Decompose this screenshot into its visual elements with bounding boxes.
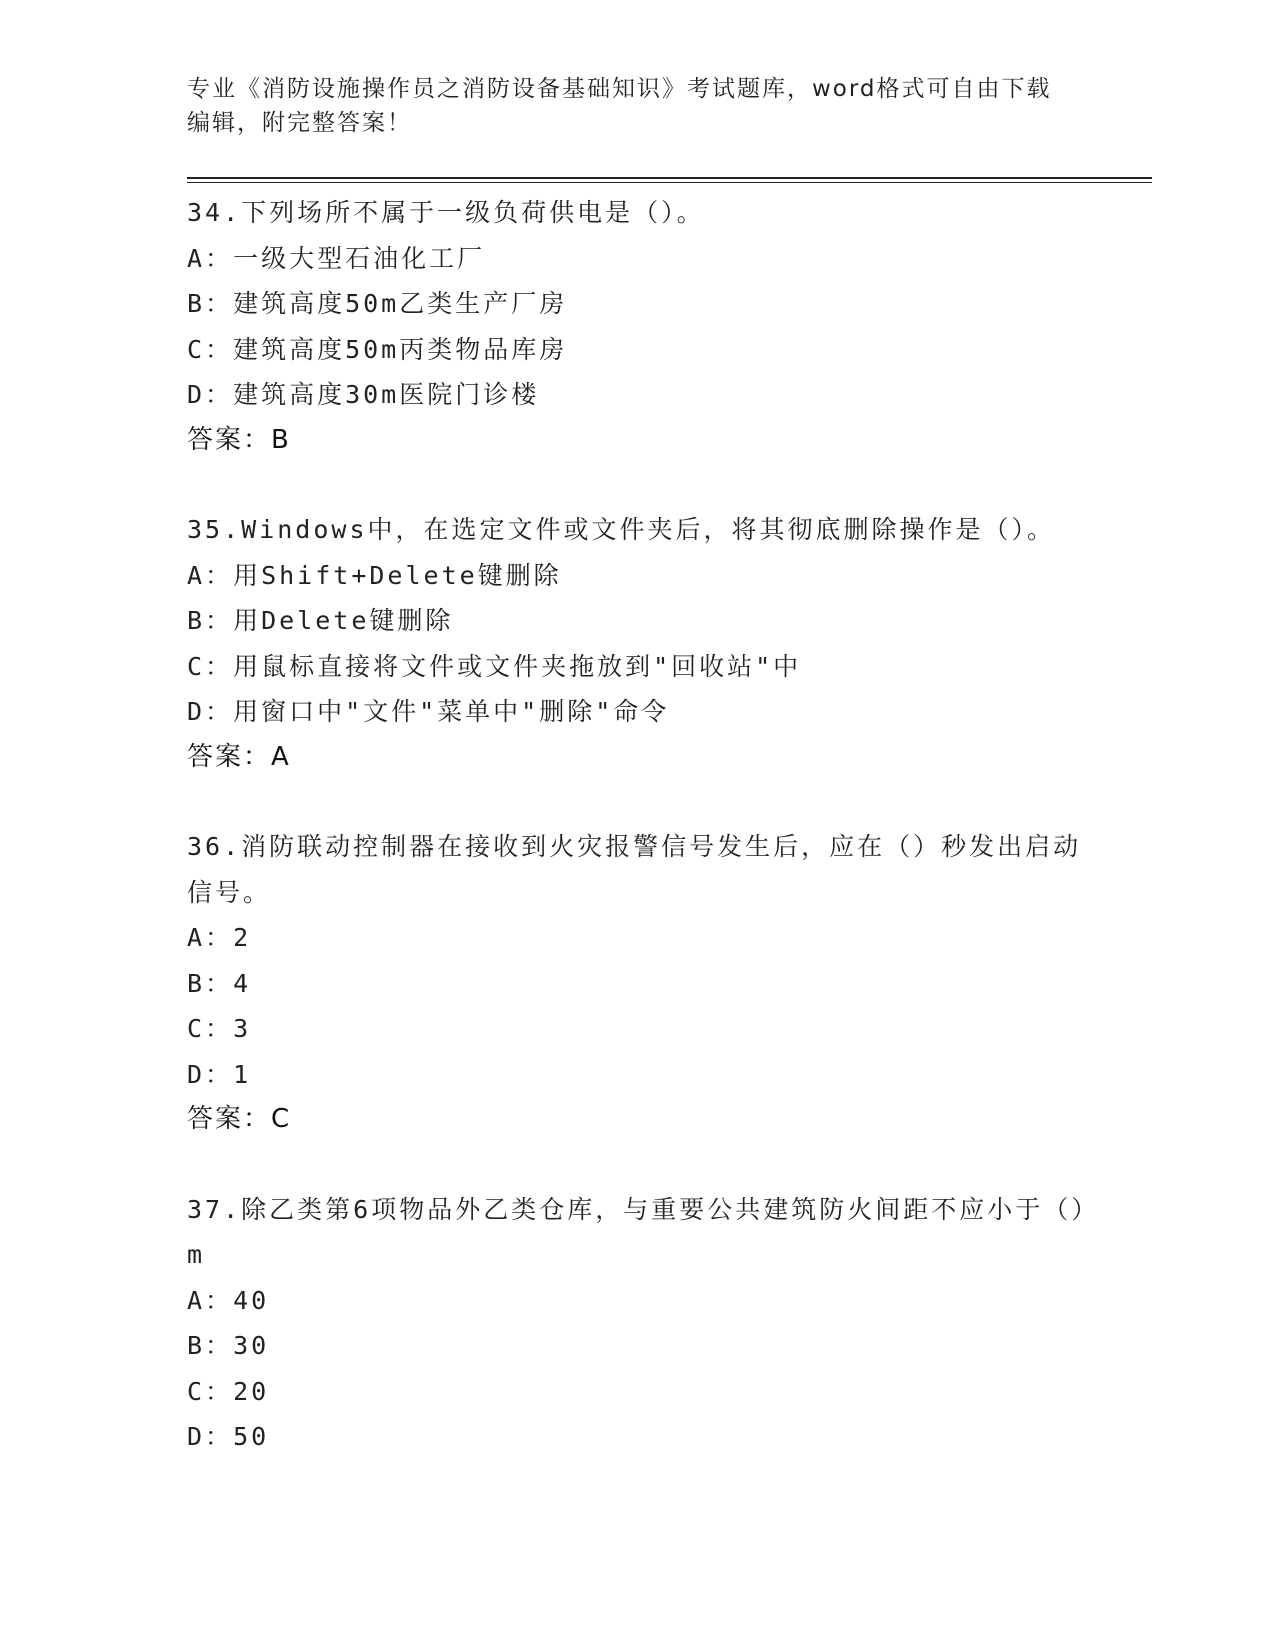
option-d xyxy=(187,1414,1087,1460)
option-key: A： xyxy=(187,243,234,273)
option-key: B： xyxy=(187,1331,234,1360)
option-key: B： xyxy=(187,606,234,635)
question-34 xyxy=(187,190,1087,463)
option-key: A： xyxy=(187,923,234,952)
question-text: 35.Windows中，在选定文件或文件夹后，将其彻底删除操作是（）。 xyxy=(187,515,1056,544)
option-text: 40 xyxy=(233,1285,270,1315)
question-37 xyxy=(187,1187,1087,1460)
option-text: 2 xyxy=(233,923,252,952)
question-text: 34.下列场所不属于一级负荷供电是（）。 xyxy=(187,198,705,227)
option-key: C： xyxy=(187,651,234,681)
option-key: A： xyxy=(187,560,234,590)
option-key: D： xyxy=(187,697,234,726)
option-text: 20 xyxy=(233,1376,270,1406)
option-text: 用鼠标直接将文件或文件夹拖放到"回收站"中 xyxy=(233,651,802,681)
option-c xyxy=(187,327,1087,373)
option-text: 建筑高度30m医院门诊楼 xyxy=(233,380,540,409)
question-36 xyxy=(187,824,1087,1143)
answer-label: 答案：A xyxy=(187,741,291,772)
option-text: 用窗口中"文件"菜单中"删除"命令 xyxy=(233,697,670,726)
option-b xyxy=(187,1323,1087,1369)
option-b xyxy=(187,281,1087,327)
option-text: 用Delete键删除 xyxy=(233,606,454,635)
option-key: D： xyxy=(187,1422,234,1451)
option-b xyxy=(187,598,1087,644)
answer-label: 答案：B xyxy=(187,424,291,455)
option-text: 1 xyxy=(233,1059,252,1089)
option-key: D： xyxy=(187,380,234,409)
header-note: 专业《消防设施操作员之消防设备基础知识》考试题库，word格式可自由下载编辑，附完整答案！ xyxy=(187,76,1052,136)
option-d xyxy=(187,689,1087,735)
option-a xyxy=(187,915,1087,961)
option-c xyxy=(187,644,1087,690)
option-a xyxy=(187,236,1087,282)
option-key: B： xyxy=(187,289,234,318)
option-text: 50 xyxy=(233,1422,270,1451)
header-divider-thin xyxy=(187,182,1152,183)
answer-label: 答案：C xyxy=(187,1104,292,1134)
option-c xyxy=(187,1006,1087,1052)
option-d xyxy=(187,372,1087,418)
option-text: 30 xyxy=(233,1331,270,1360)
option-text: 3 xyxy=(233,1014,252,1043)
option-key: C： xyxy=(187,334,234,364)
option-text: 建筑高度50m乙类生产厂房 xyxy=(233,289,568,318)
option-text: 用Shift+Delete键删除 xyxy=(233,560,562,590)
question-35 xyxy=(187,507,1087,780)
option-text: 建筑高度50m丙类物品库房 xyxy=(233,334,568,364)
option-text: 4 xyxy=(233,968,252,998)
option-b xyxy=(187,961,1087,1007)
option-key: B： xyxy=(187,968,234,998)
option-key: A： xyxy=(187,1285,234,1315)
question-text: 36.消防联动控制器在接收到火灾报警信号发生后，应在（）秒发出启动信号。 xyxy=(187,832,1082,907)
question-list xyxy=(187,190,1087,1504)
option-key: D： xyxy=(187,1059,234,1089)
question-text: 37.除乙类第6项物品外乙类仓库，与重要公共建筑防火间距不应小于（）m xyxy=(187,1194,1087,1269)
option-a xyxy=(187,1278,1087,1324)
header-divider-thick xyxy=(187,177,1152,179)
option-text: 一级大型石油化工厂 xyxy=(233,243,486,273)
option-a xyxy=(187,553,1087,599)
option-c xyxy=(187,1369,1087,1415)
option-d xyxy=(187,1052,1087,1098)
option-key: C： xyxy=(187,1014,234,1043)
option-key: C： xyxy=(187,1376,234,1406)
